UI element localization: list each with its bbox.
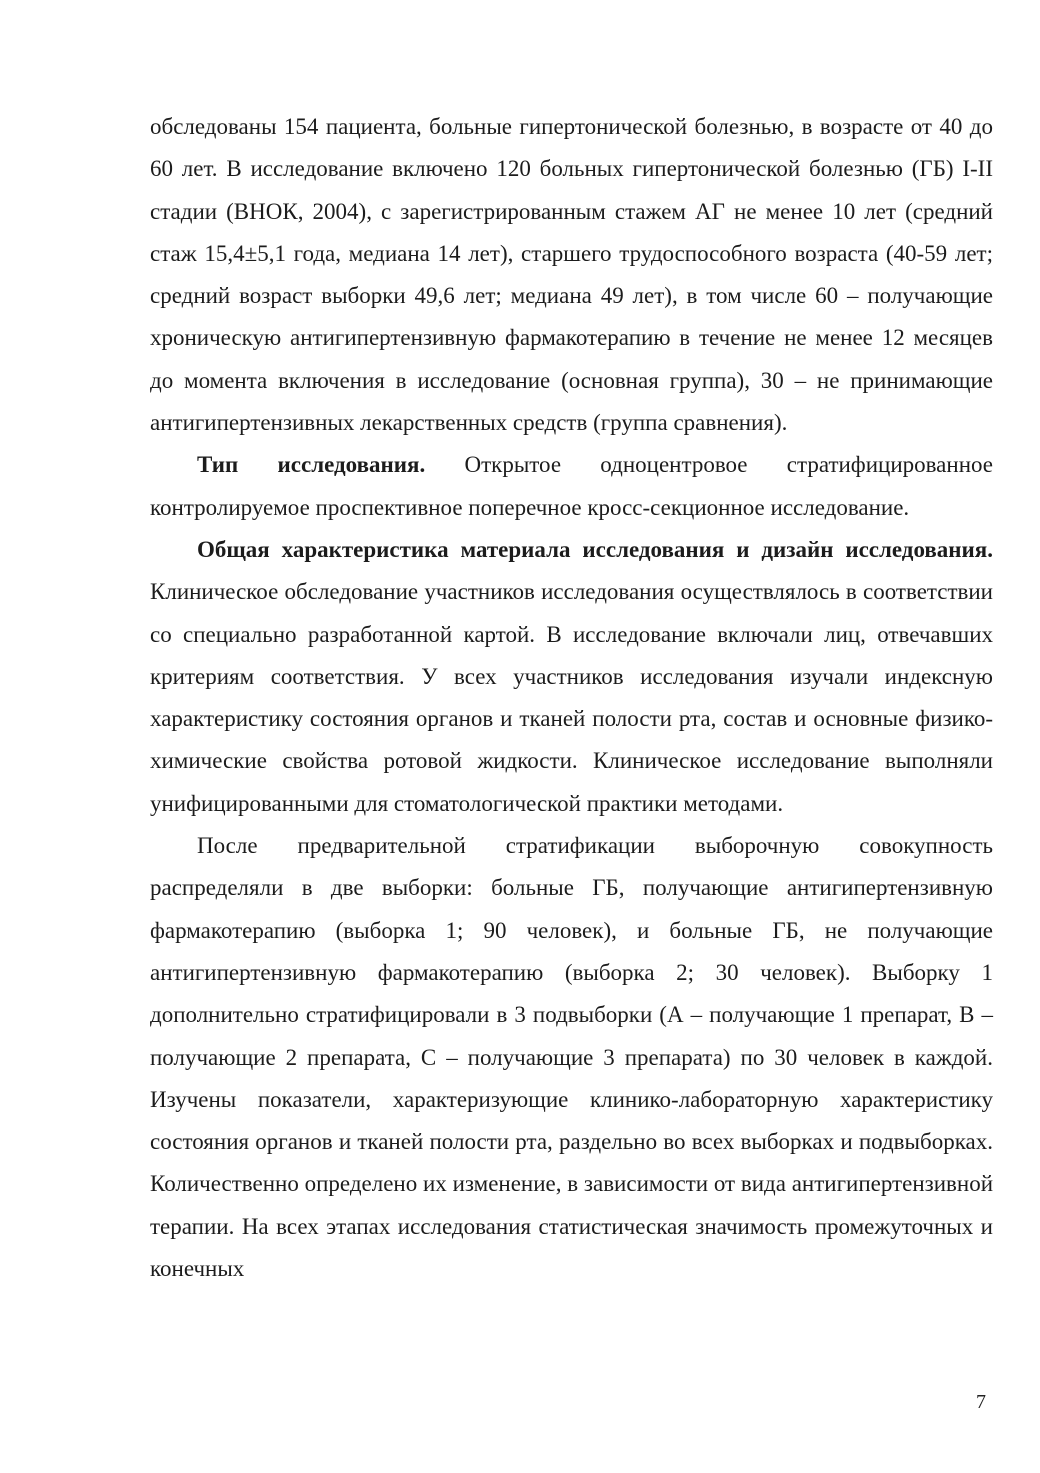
paragraph-text: После предварительной стратификации выборочную совокупность распределяли в две выборки: больные ГБ, получающие антигипертензивную фармакотерапию (выборка 1; 90 человек), и больные ГБ, не получающие антигипертензивную фармакотерапию (выборка 2; 30 человек). Выборку 1 дополнительно стратифицировали в 3 подвыборки (А – получающие 1 препарат, В – получающие 2 препарата, С – получающие 3 препарата) по 30 человек в каждой. Изучены показатели, характеризующие клинико-лабораторную характеристику состояния органов и тканей полости рта, раздельно во всех выборках и подвыборках. Количественно определено их изменение, в зависимости от вида антигипертензивной терапии. На всех этапах исследования статистическая значимость промежуточных и конечных — [150, 833, 993, 1282]
page-number: 7 — [976, 1391, 986, 1413]
paragraph-study-type — [150, 444, 993, 529]
paragraph-text: обследованы 154 пациента, больные гипертонической болезнью, в возрасте от 40 до 60 лет. В исследование включено 120 больных гипертонической болезнью (ГБ) I-II стадии (ВНОК, 2004), с зарегистрированным стажем АГ не менее 10 лет (средний стаж 15,4±5,1 года, медиана 14 лет), старшего трудоспособного возраста (40-59 лет; средний возраст выборки 49,6 лет; медиана 49 лет), в том числе 60 – получающие хроническую антигипертензивную фармакотерапию в течение не менее 12 месяцев до момента включения в исследование (основная группа), 30 – не принимающие антигипертензивных лекарственных средств (группа сравнения). — [150, 114, 993, 436]
body-text — [150, 106, 993, 1290]
paragraph-study-design — [150, 529, 993, 825]
paragraph-text: Открытое одноцентровое стратифицированное контролируемое проспективное поперечное кросс-секционное исследование. — [150, 452, 993, 520]
paragraph-text: Клиническое обследование участников исследования осуществлялось в соответствии со специально разработанной картой. В исследование включали лиц, отвечавших критериям соответствия. У всех участников исследования изучали индексную характеристику состояния органов и тканей полости рта, состав и основные физико-химические свойства ротовой жидкости. Клиническое исследование выполняли унифицированными для стоматологической практики методами. — [150, 579, 993, 816]
paragraph-heading: Общая характеристика материала исследования и дизайн исследования. — [197, 536, 993, 562]
paragraph-study-population — [150, 106, 993, 444]
paragraph-heading: Тип исследования. — [197, 452, 426, 478]
paragraph-stratification — [150, 825, 993, 1290]
